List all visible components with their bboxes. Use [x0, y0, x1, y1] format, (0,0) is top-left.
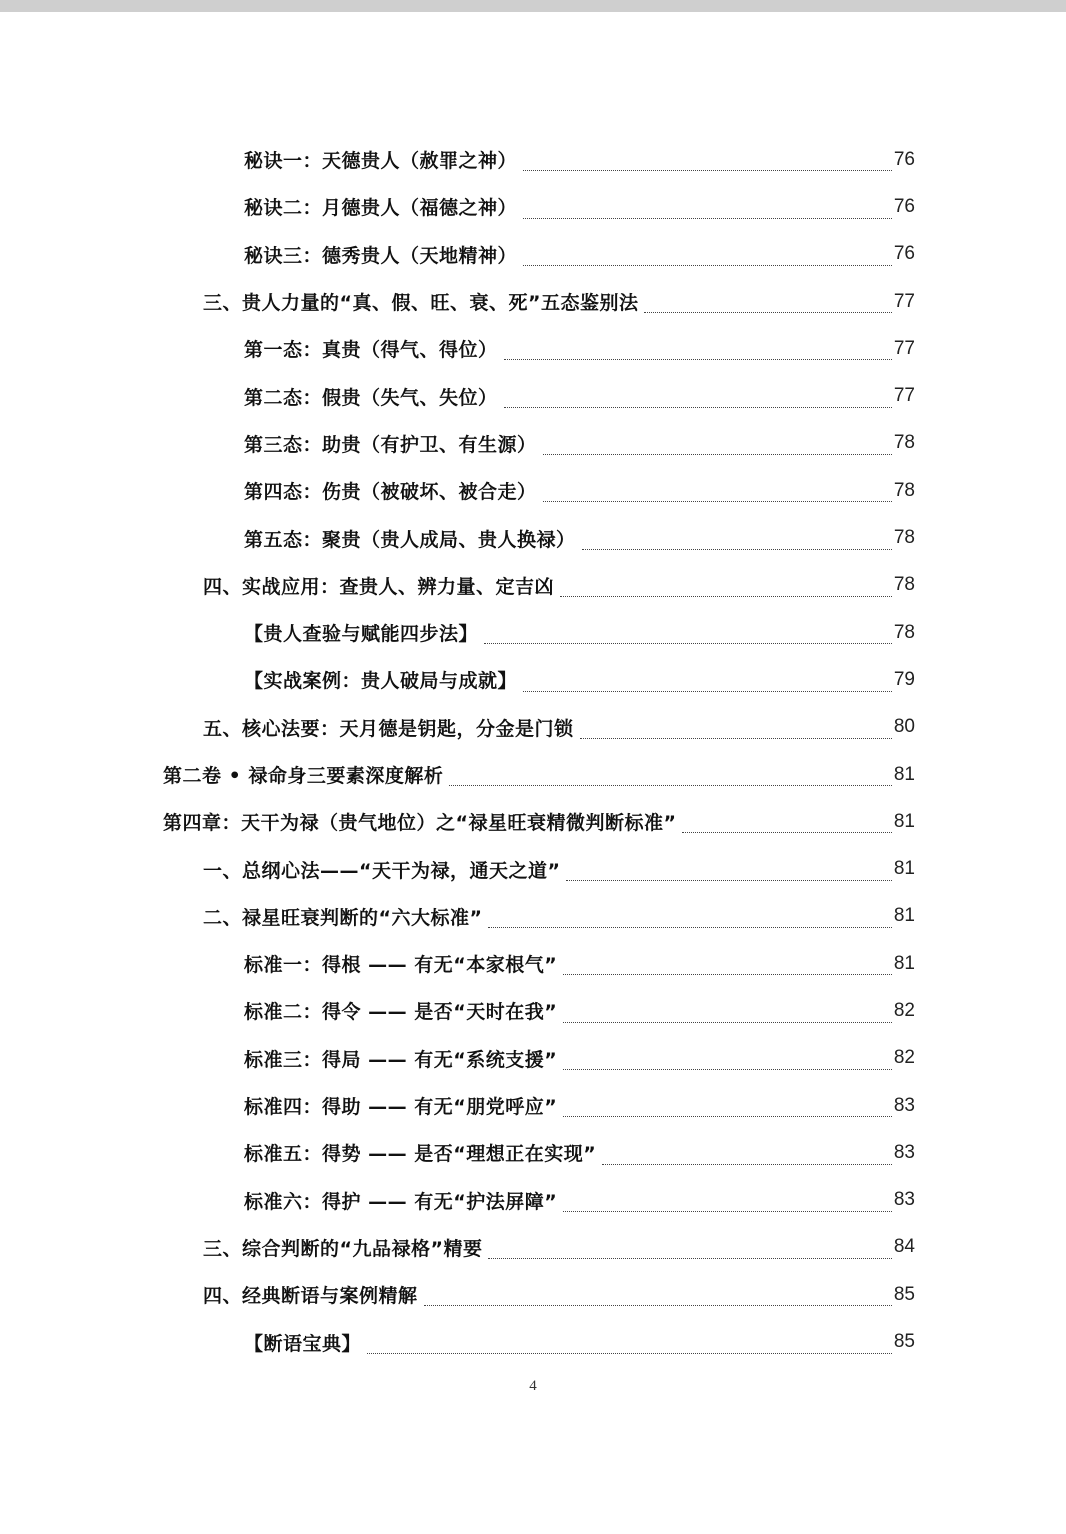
dot-leader — [543, 454, 892, 455]
toc-entry-title: 第二卷 • 禄命身三要素深度解析 — [163, 765, 444, 787]
toc-entry[interactable] — [0, 372, 1066, 419]
toc-entry[interactable] — [0, 514, 1066, 561]
dot-leader — [367, 1353, 892, 1354]
toc-entry-page: 83 — [893, 1189, 915, 1211]
dot-leader — [682, 832, 891, 833]
table-of-contents — [0, 136, 1066, 1366]
top-border — [0, 0, 1066, 12]
toc-entry-page: 76 — [893, 243, 915, 265]
dot-leader — [563, 1022, 892, 1023]
toc-entry-page: 83 — [893, 1141, 915, 1163]
dot-leader — [523, 265, 892, 266]
dot-leader — [644, 312, 891, 313]
toc-entry-title: 四、实战应用：查贵人、辨力量、定吉凶 — [203, 575, 555, 598]
toc-entry[interactable] — [0, 751, 1066, 798]
toc-entry-title: 第四态：伤贵（被破坏、被合走） — [244, 481, 537, 504]
toc-entry-title: 三、贵人力量的“真、假、旺、衰、死”五态鉴别法 — [203, 292, 639, 315]
toc-entry-title: 第五态：聚贵（贵人成局、贵人换禄） — [244, 528, 576, 551]
toc-entry-page: 78 — [893, 479, 915, 501]
toc-entry-title: 【实战案例：贵人破局与成就】 — [244, 670, 518, 693]
toc-entry[interactable] — [0, 467, 1066, 514]
toc-entry[interactable] — [0, 420, 1066, 467]
toc-entry[interactable] — [0, 1129, 1066, 1176]
dot-leader — [580, 738, 892, 739]
toc-entry-title: 标准六：得护 —— 有无“护法屏障” — [244, 1190, 558, 1213]
dot-leader — [484, 643, 892, 644]
toc-entry[interactable] — [0, 845, 1066, 892]
dot-leader — [523, 691, 892, 692]
toc-entry-page: 82 — [893, 999, 915, 1021]
toc-entry-page: 81 — [893, 763, 915, 785]
toc-entry-title: 标准一：得根 —— 有无“本家根气” — [244, 954, 558, 977]
dot-leader — [543, 501, 892, 502]
dot-leader — [488, 927, 891, 928]
toc-entry-title: 五、核心法要：天月德是钥匙，分金是门锁 — [203, 717, 574, 740]
toc-entry-page: 78 — [893, 621, 915, 643]
dot-leader — [563, 974, 892, 975]
dot-leader — [504, 359, 892, 360]
toc-entry[interactable] — [0, 325, 1066, 372]
toc-entry-title: 标准二：得令 —— 是否“天时在我” — [244, 1001, 558, 1024]
toc-entry-title: 【断语宝典】 — [244, 1332, 362, 1355]
toc-entry[interactable] — [0, 987, 1066, 1034]
dot-leader — [424, 1305, 892, 1306]
toc-entry-title: 标准五：得势 —— 是否“理想正在实现” — [244, 1143, 597, 1166]
toc-entry-title: 秘诀二：月德贵人（福德之神） — [244, 197, 518, 220]
toc-entry-page: 80 — [893, 716, 915, 738]
toc-entry-page: 81 — [893, 952, 915, 974]
toc-entry-title: 第一态：真贵（得气、得位） — [244, 339, 498, 362]
toc-entry-page: 81 — [893, 858, 915, 880]
toc-entry-page: 76 — [893, 148, 915, 170]
dot-leader — [560, 596, 892, 597]
toc-entry-title: 一、总纲心法——“天干为禄，通天之道” — [203, 859, 561, 882]
toc-entry-title: 第二态：假贵（失气、失位） — [244, 386, 498, 409]
toc-entry-page: 84 — [893, 1236, 915, 1258]
toc-entry[interactable] — [0, 562, 1066, 609]
toc-entry-title: 标准四：得助 —— 有无“朋党呼应” — [244, 1096, 558, 1119]
dot-leader — [488, 1258, 891, 1259]
toc-entry[interactable] — [0, 704, 1066, 751]
toc-entry-page: 85 — [893, 1331, 915, 1353]
toc-entry-title: 标准三：得局 —— 有无“系统支援” — [244, 1048, 558, 1071]
toc-entry[interactable] — [0, 656, 1066, 703]
toc-entry[interactable] — [0, 183, 1066, 230]
dot-leader — [566, 880, 891, 881]
toc-entry[interactable] — [0, 231, 1066, 278]
toc-entry-title: 秘诀一：天德贵人（赦罪之神） — [244, 150, 518, 173]
toc-entry[interactable] — [0, 893, 1066, 940]
toc-entry-page: 77 — [893, 337, 915, 359]
dot-leader — [582, 549, 892, 550]
toc-entry[interactable] — [0, 1318, 1066, 1365]
toc-entry[interactable] — [0, 940, 1066, 987]
toc-entry-page: 76 — [893, 195, 915, 217]
toc-entry-page: 81 — [893, 810, 915, 832]
toc-entry-page: 79 — [893, 668, 915, 690]
dot-leader — [523, 218, 892, 219]
toc-entry-page: 82 — [893, 1047, 915, 1069]
page-number: 4 — [529, 1378, 537, 1394]
toc-entry[interactable] — [0, 1082, 1066, 1129]
toc-entry-title: 秘诀三：德秀贵人（天地精神） — [244, 244, 518, 267]
toc-entry-page: 77 — [893, 290, 915, 312]
dot-leader — [523, 170, 892, 171]
toc-entry[interactable] — [0, 136, 1066, 183]
dot-leader — [602, 1164, 892, 1165]
toc-entry-page: 78 — [893, 527, 915, 549]
toc-entry[interactable] — [0, 609, 1066, 656]
toc-entry-title: 四、经典断语与案例精解 — [203, 1285, 418, 1308]
toc-entry[interactable] — [0, 1177, 1066, 1224]
toc-entry-page: 85 — [893, 1283, 915, 1305]
toc-entry[interactable] — [0, 1271, 1066, 1318]
toc-entry[interactable] — [0, 798, 1066, 845]
toc-entry-page: 78 — [893, 574, 915, 596]
dot-leader — [504, 407, 892, 408]
dot-leader — [563, 1211, 892, 1212]
toc-entry-page: 81 — [893, 905, 915, 927]
toc-entry-title: 第四章：天干为禄（贵气地位）之“禄星旺衰精微判断标准” — [163, 812, 677, 835]
dot-leader — [449, 785, 891, 786]
dot-leader — [563, 1116, 892, 1117]
toc-entry-page: 83 — [893, 1094, 915, 1116]
toc-entry-page: 77 — [893, 385, 915, 407]
toc-entry[interactable] — [0, 1035, 1066, 1082]
toc-entry[interactable] — [0, 1224, 1066, 1271]
toc-entry-page: 78 — [893, 432, 915, 454]
dot-leader — [563, 1069, 892, 1070]
toc-entry-title: 三、综合判断的“九品禄格”精要 — [203, 1237, 483, 1260]
toc-entry-title: 二、禄星旺衰判断的“六大标准” — [203, 906, 483, 929]
toc-entry[interactable] — [0, 278, 1066, 325]
toc-entry-title: 第三态：助贵（有护卫、有生源） — [244, 433, 537, 456]
toc-entry-title: 【贵人查验与赋能四步法】 — [244, 623, 479, 646]
